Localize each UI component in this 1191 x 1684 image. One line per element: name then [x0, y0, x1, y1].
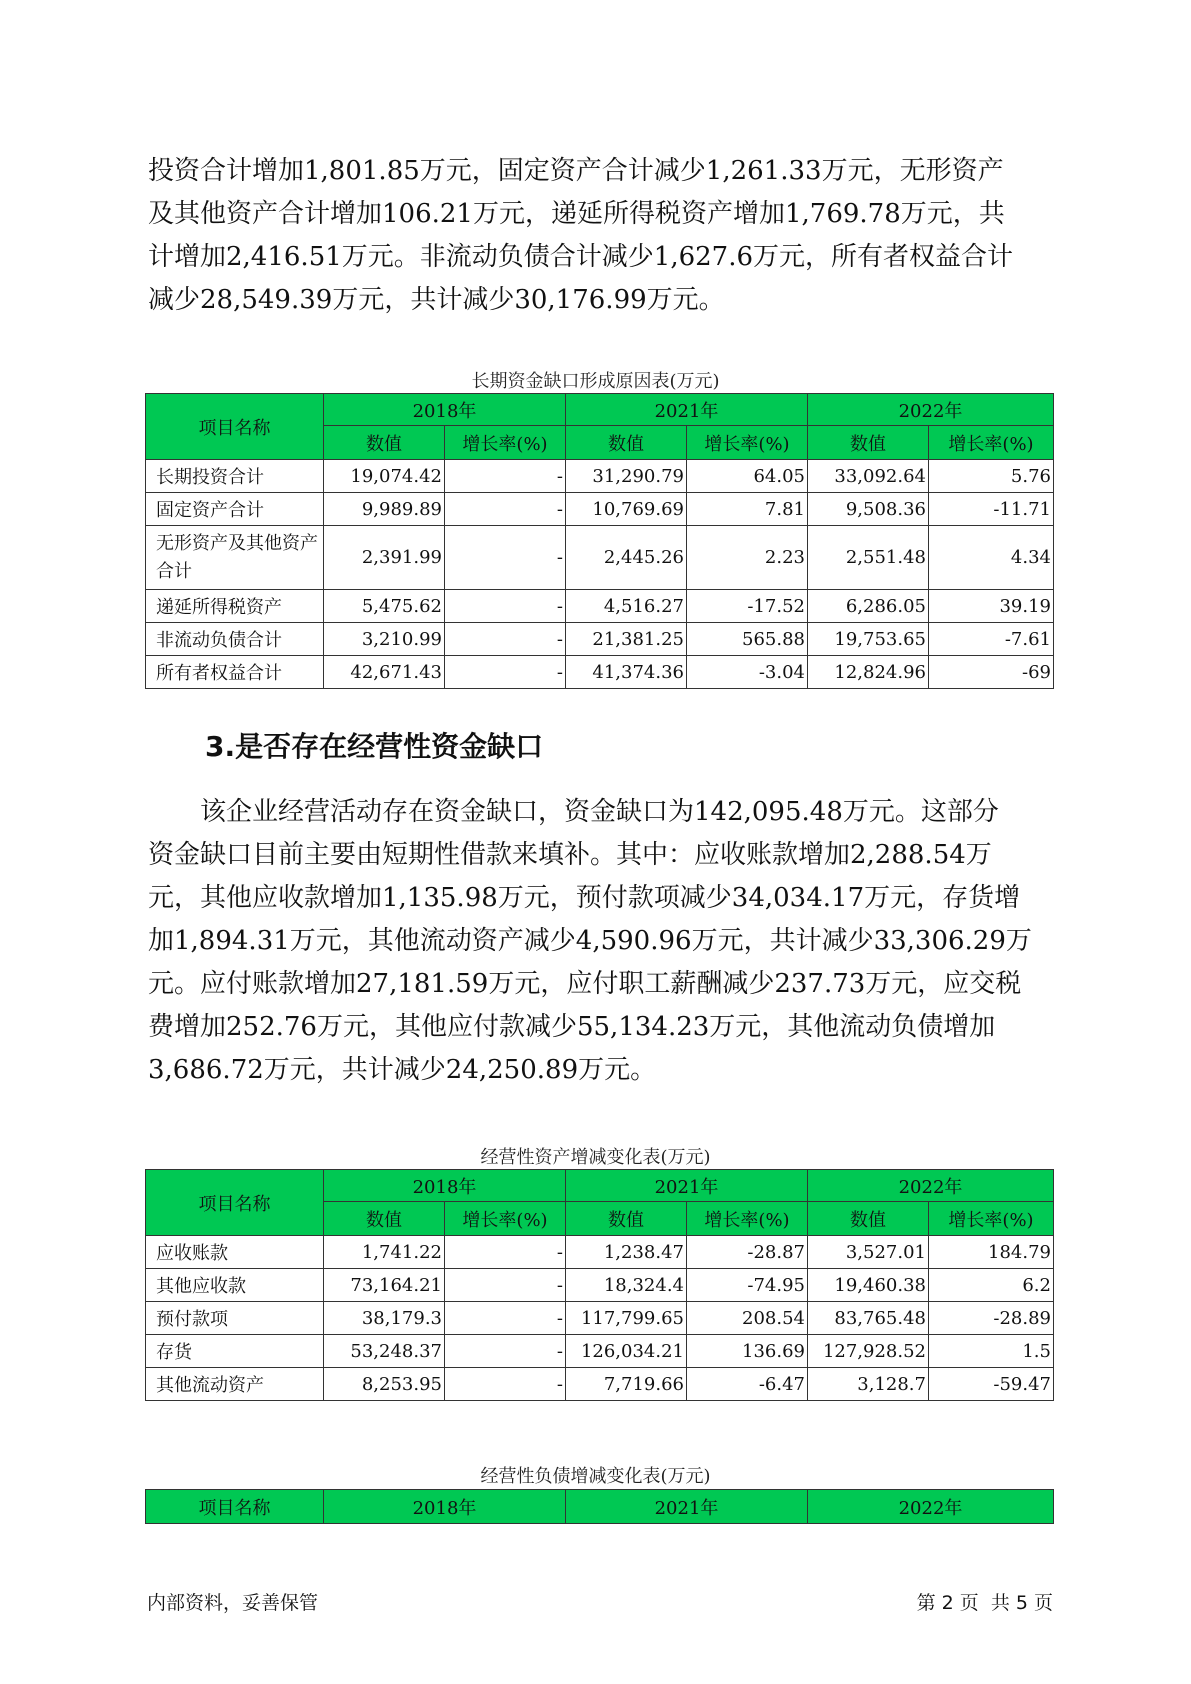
cell-value-2021: 21,381.25	[566, 623, 687, 656]
cell-value-2018: 3,210.99	[324, 623, 445, 656]
cell-growth-2022: -7.61	[929, 623, 1054, 656]
header-year-2021: 2021年	[566, 1170, 808, 1202]
paragraph-line: 3,686.72万元，共计减少24,250.89万元。	[148, 1055, 657, 1085]
table-row	[146, 656, 1054, 689]
cell-growth-2018: -	[445, 460, 566, 493]
header-value: 数值	[808, 1202, 929, 1236]
table-row	[146, 493, 1054, 526]
cell-value-2022: 3,527.01	[808, 1236, 929, 1269]
row-name: 长期投资合计	[146, 460, 324, 493]
cell-growth-2021: 208.54	[687, 1302, 808, 1335]
header-growth: 增长率(%)	[445, 426, 566, 460]
paragraph-line: 费增加252.76万元，其他应付款减少55,134.23万元，其他流动负债增加	[148, 1012, 996, 1042]
header-year-2021: 2021年	[566, 1490, 808, 1524]
table-row	[146, 460, 1054, 493]
cell-growth-2018: -	[445, 1269, 566, 1302]
cell-value-2022: 3,128.7	[808, 1368, 929, 1401]
cell-growth-2018: -	[445, 1236, 566, 1269]
cell-value-2018: 2,391.99	[324, 526, 445, 590]
cell-growth-2021: -17.52	[687, 590, 808, 623]
cell-value-2021: 7,719.66	[566, 1368, 687, 1401]
row-name: 存货	[146, 1335, 324, 1368]
section-heading: 3.是否存在经营性资金缺口	[205, 730, 544, 763]
table-row	[146, 1236, 1054, 1269]
cell-value-2021: 10,769.69	[566, 493, 687, 526]
paragraph-line: 该企业经营活动存在资金缺口，资金缺口为142,095.48万元。这部分	[200, 797, 999, 827]
cell-value-2022: 127,928.52	[808, 1335, 929, 1368]
cell-growth-2018: -	[445, 526, 566, 590]
table-caption-operating-assets: 经营性资产增减变化表(万元)	[480, 1147, 711, 1168]
cell-value-2022: 83,765.48	[808, 1302, 929, 1335]
table-row	[146, 1269, 1054, 1302]
cell-value-2022: 2,551.48	[808, 526, 929, 590]
row-name: 无形资产及其他资产合计	[146, 526, 324, 590]
cell-value-2022: 19,460.38	[808, 1269, 929, 1302]
table-row	[146, 526, 1054, 590]
cell-value-2021: 117,799.65	[566, 1302, 687, 1335]
paragraph-line: 计增加2,416.51万元。非流动负债合计减少1,627.6万元，所有者权益合计	[148, 242, 1014, 272]
header-growth: 增长率(%)	[929, 426, 1054, 460]
cell-growth-2018: -	[445, 623, 566, 656]
header-growth: 增长率(%)	[687, 1202, 808, 1236]
cell-growth-2022: 5.76	[929, 460, 1054, 493]
header-growth: 增长率(%)	[929, 1202, 1054, 1236]
long-term-funding-table	[145, 393, 1054, 689]
cell-value-2018: 1,741.22	[324, 1236, 445, 1269]
cell-value-2022: 33,092.64	[808, 460, 929, 493]
cell-growth-2022: -59.47	[929, 1368, 1054, 1401]
header-year-2022: 2022年	[808, 1490, 1054, 1524]
cell-growth-2018: -	[445, 656, 566, 689]
paragraph-operating-gap	[148, 791, 1053, 1092]
footer-confidential-note: 内部资料，妥善保管	[147, 1592, 319, 1614]
header-year-2022: 2022年	[808, 394, 1054, 426]
cell-value-2021: 1,238.47	[566, 1236, 687, 1269]
cell-growth-2021: 565.88	[687, 623, 808, 656]
row-name: 其他应收款	[146, 1269, 324, 1302]
cell-growth-2021: -28.87	[687, 1236, 808, 1269]
cell-value-2018: 8,253.95	[324, 1368, 445, 1401]
header-value: 数值	[808, 426, 929, 460]
cell-value-2021: 4,516.27	[566, 590, 687, 623]
cell-growth-2021: -6.47	[687, 1368, 808, 1401]
table-row	[146, 1335, 1054, 1368]
row-name: 所有者权益合计	[146, 656, 324, 689]
cell-value-2018: 38,179.3	[324, 1302, 445, 1335]
cell-growth-2018: -	[445, 1302, 566, 1335]
cell-growth-2021: -74.95	[687, 1269, 808, 1302]
table-row	[146, 1302, 1054, 1335]
operating-liabilities-table	[145, 1489, 1054, 1524]
table-row	[146, 1368, 1054, 1401]
paragraph-line: 加1,894.31万元，其他流动资产减少4,590.96万元，共计减少33,306.29万	[148, 926, 1032, 956]
header-item-name: 项目名称	[146, 394, 324, 460]
row-name: 预付款项	[146, 1302, 324, 1335]
cell-value-2021: 31,290.79	[566, 460, 687, 493]
row-name: 固定资产合计	[146, 493, 324, 526]
cell-growth-2021: 2.23	[687, 526, 808, 590]
table-caption-operating-liabilities: 经营性负债增减变化表(万元)	[480, 1466, 711, 1487]
header-value: 数值	[566, 426, 687, 460]
header-year-2018: 2018年	[324, 394, 566, 426]
row-name: 应收账款	[146, 1236, 324, 1269]
header-year-2021: 2021年	[566, 394, 808, 426]
cell-growth-2022: 39.19	[929, 590, 1054, 623]
cell-growth-2021: -3.04	[687, 656, 808, 689]
table-row	[146, 590, 1054, 623]
header-growth: 增长率(%)	[445, 1202, 566, 1236]
row-name: 其他流动资产	[146, 1368, 324, 1401]
cell-growth-2022: 184.79	[929, 1236, 1054, 1269]
cell-growth-2022: 4.34	[929, 526, 1054, 590]
cell-value-2022: 19,753.65	[808, 623, 929, 656]
header-value: 数值	[324, 426, 445, 460]
header-year-2022: 2022年	[808, 1170, 1054, 1202]
paragraph-line: 投资合计增加1,801.85万元，固定资产合计减少1,261.33万元，无形资产	[148, 156, 1004, 186]
cell-growth-2018: -	[445, 493, 566, 526]
cell-growth-2022: -28.89	[929, 1302, 1054, 1335]
row-name: 非流动负债合计	[146, 623, 324, 656]
cell-value-2018: 42,671.43	[324, 656, 445, 689]
cell-growth-2018: -	[445, 1335, 566, 1368]
cell-value-2018: 19,074.42	[324, 460, 445, 493]
cell-value-2022: 6,286.05	[808, 590, 929, 623]
cell-value-2018: 5,475.62	[324, 590, 445, 623]
paragraph-line: 元，其他应收款增加1,135.98万元，预付款项减少34,034.17万元，存货增	[148, 883, 1021, 913]
header-value: 数值	[324, 1202, 445, 1236]
cell-value-2021: 2,445.26	[566, 526, 687, 590]
cell-value-2021: 41,374.36	[566, 656, 687, 689]
cell-value-2021: 126,034.21	[566, 1335, 687, 1368]
cell-growth-2022: -11.71	[929, 493, 1054, 526]
operating-assets-table	[145, 1169, 1054, 1401]
paragraph-line: 减少28,549.39万元，共计减少30,176.99万元。	[148, 285, 725, 315]
paragraph-long-term	[148, 150, 1053, 322]
header-value: 数值	[566, 1202, 687, 1236]
paragraph-line: 元。应付账款增加27,181.59万元，应付职工薪酬减少237.73万元，应交税	[148, 969, 1022, 999]
cell-growth-2021: 136.69	[687, 1335, 808, 1368]
paragraph-line: 资金缺口目前主要由短期性借款来填补。其中：应收账款增加2,288.54万	[148, 840, 992, 870]
cell-value-2018: 9,989.89	[324, 493, 445, 526]
cell-value-2018: 73,164.21	[324, 1269, 445, 1302]
table-caption-long-term: 长期资金缺口形成原因表(万元)	[471, 371, 720, 392]
cell-growth-2022: 6.2	[929, 1269, 1054, 1302]
paragraph-line: 及其他资产合计增加106.21万元，递延所得税资产增加1,769.78万元，共	[148, 199, 1005, 229]
cell-growth-2018: -	[445, 590, 566, 623]
header-item-name: 项目名称	[146, 1170, 324, 1236]
cell-growth-2021: 64.05	[687, 460, 808, 493]
cell-growth-2021: 7.81	[687, 493, 808, 526]
header-year-2018: 2018年	[324, 1170, 566, 1202]
footer-page-number: 第 2 页 共 5 页	[916, 1592, 1053, 1614]
cell-growth-2022: 1.5	[929, 1335, 1054, 1368]
cell-growth-2022: -69	[929, 656, 1054, 689]
table-row	[146, 623, 1054, 656]
header-year-2018: 2018年	[324, 1490, 566, 1524]
row-name: 递延所得税资产	[146, 590, 324, 623]
header-item-name: 项目名称	[146, 1490, 324, 1524]
cell-value-2021: 18,324.4	[566, 1269, 687, 1302]
cell-value-2022: 9,508.36	[808, 493, 929, 526]
cell-growth-2018: -	[445, 1368, 566, 1401]
cell-value-2022: 12,824.96	[808, 656, 929, 689]
cell-value-2018: 53,248.37	[324, 1335, 445, 1368]
header-growth: 增长率(%)	[687, 426, 808, 460]
